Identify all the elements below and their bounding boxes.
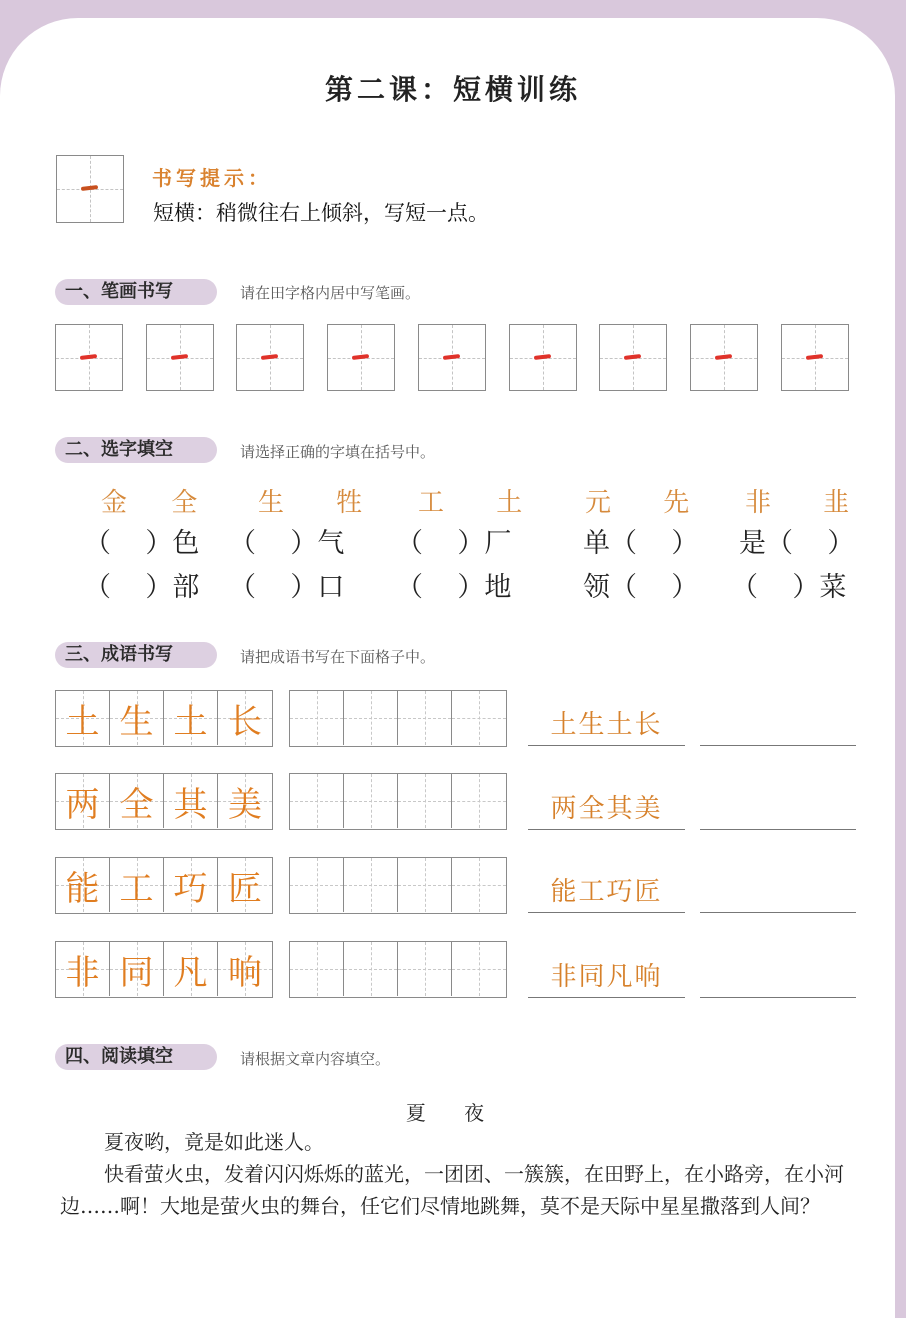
stroke-practice-box[interactable]	[236, 324, 304, 391]
option-pair: 工 土	[418, 488, 545, 518]
idiom-answer-line[interactable]	[700, 957, 856, 998]
idiom-trace-line: 两全其美	[528, 789, 685, 830]
fill-blank-question[interactable]: （ ）气	[229, 528, 345, 559]
article-title: 夏 夜	[405, 1101, 501, 1125]
page-title: 第二课：短横训练	[324, 73, 581, 106]
option-pair: 生 牲	[258, 488, 385, 518]
idiom-char: 其	[173, 784, 208, 825]
stroke-practice-box[interactable]	[146, 324, 214, 391]
short-horizontal-stroke-icon	[805, 353, 822, 359]
stroke-practice-box[interactable]	[599, 324, 667, 391]
idiom-char: 土	[65, 701, 100, 742]
example-grid-box	[56, 155, 124, 223]
tip-text: 短横：稍微往右上倾斜，写短一点。	[153, 201, 489, 225]
stroke-practice-box[interactable]	[509, 324, 577, 391]
option-pair: 非 韭	[745, 488, 872, 518]
stroke-practice-box[interactable]	[327, 324, 395, 391]
stroke-practice-box[interactable]	[690, 324, 758, 391]
idiom-char: 同	[119, 952, 154, 993]
option-pair: 金 全	[101, 488, 216, 518]
idiom-char: 凡	[173, 952, 208, 993]
fill-blank-question[interactable]: （ ）厂	[396, 528, 512, 559]
idiom-model-grid	[55, 773, 273, 830]
section-instruction-fill-blank: 请选择正确的字填在括号中。	[240, 443, 436, 461]
idiom-char: 非	[65, 952, 100, 993]
idiom-char: 巧	[173, 868, 208, 909]
fill-blank-question[interactable]: 单（ ）	[583, 528, 699, 559]
idiom-practice-grid[interactable]	[289, 941, 507, 998]
idiom-answer-line[interactable]	[700, 789, 856, 830]
idiom-answer-line[interactable]	[700, 872, 856, 913]
short-horizontal-stroke-icon	[533, 353, 550, 359]
fill-blank-question[interactable]: （ ）色	[84, 528, 200, 559]
fill-blank-question[interactable]: 是（ ）	[739, 528, 855, 559]
idiom-answer-line[interactable]	[700, 705, 856, 746]
idiom-model-grid	[55, 857, 273, 914]
option-pair: 元 先	[585, 488, 712, 518]
idiom-char: 两	[65, 784, 100, 825]
section-instruction-stroke-writing: 请在田字格内居中写笔画。	[240, 284, 421, 302]
idiom-char: 土	[173, 701, 208, 742]
tip-heading: 书写提示：	[152, 166, 272, 190]
stroke-practice-box[interactable]	[418, 324, 486, 391]
idiom-model-grid	[55, 690, 273, 747]
idiom-practice-grid[interactable]	[289, 773, 507, 830]
idiom-char: 匠	[228, 868, 262, 909]
idiom-char: 能	[65, 868, 100, 909]
idiom-char: 全	[119, 784, 154, 825]
short-horizontal-stroke-icon	[715, 353, 732, 359]
short-horizontal-stroke-icon	[352, 353, 369, 359]
fill-blank-question[interactable]: （ ）菜	[731, 572, 847, 603]
idiom-practice-grid[interactable]	[289, 857, 507, 914]
idiom-trace-line: 非同凡响	[528, 957, 685, 998]
section-label-fill-blank: 二、选字填空	[55, 437, 217, 463]
article-paragraph: 快看萤火虫，发着闪闪烁烁的蓝光，一团团、一簇簇，在田野上，在小路旁，在小河边……啊！大地是萤火虫的舞台，任它们尽情地跳舞，莫不是天际中星星撒落到人间？	[60, 1162, 844, 1218]
article-paragraph: 夏夜哟，竟是如此迷人。	[104, 1130, 324, 1154]
section-label-idiom-writing: 三、成语书写	[55, 642, 217, 668]
stroke-practice-box[interactable]	[55, 324, 123, 391]
idiom-practice-grid[interactable]	[289, 690, 507, 747]
short-horizontal-stroke-icon	[171, 353, 188, 359]
short-horizontal-stroke-icon	[261, 353, 278, 359]
short-horizontal-stroke-icon	[81, 185, 98, 191]
section-label-stroke-writing: 一、笔画书写	[55, 279, 217, 305]
short-horizontal-stroke-icon	[443, 353, 460, 359]
section-instruction-reading: 请根据文章内容填空。	[240, 1050, 391, 1068]
section-instruction-idiom-writing: 请把成语书写在下面格子中。	[240, 648, 436, 666]
short-horizontal-stroke-icon	[80, 353, 97, 359]
idiom-char: 长	[228, 701, 262, 742]
fill-blank-question[interactable]: （ ）地	[396, 572, 512, 603]
idiom-char: 生	[119, 701, 154, 742]
idiom-char: 响	[228, 952, 262, 993]
fill-blank-question[interactable]: （ ）部	[84, 572, 200, 603]
fill-blank-question[interactable]: 领（ ）	[583, 572, 699, 603]
idiom-char: 工	[119, 868, 154, 909]
section-label-reading: 四、阅读填空	[55, 1044, 217, 1070]
idiom-model-grid	[55, 941, 273, 998]
short-horizontal-stroke-icon	[624, 353, 641, 359]
stroke-practice-box[interactable]	[781, 324, 849, 391]
idiom-char: 美	[228, 784, 262, 825]
idiom-trace-line: 土生土长	[528, 705, 685, 746]
idiom-trace-line: 能工巧匠	[528, 872, 685, 913]
fill-blank-question[interactable]: （ ）口	[229, 572, 345, 603]
